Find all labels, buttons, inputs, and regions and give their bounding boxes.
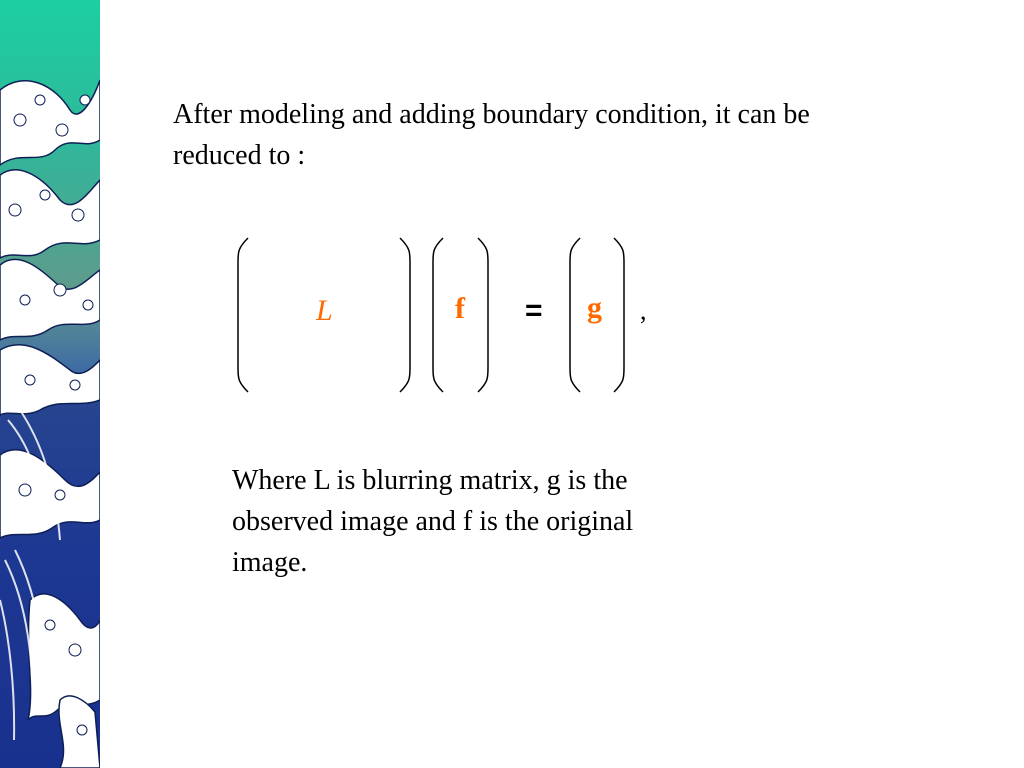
matrix-L-left-bracket	[238, 238, 248, 392]
explanation-line-2: observed image and f is the original	[232, 506, 634, 537]
explanation-line-1: Where L is blurring matrix, g is the	[232, 465, 628, 496]
vector-f-left-bracket	[433, 238, 443, 392]
vector-g-symbol: g	[587, 291, 602, 324]
vector-f-symbol: f	[455, 292, 465, 325]
intro-line-1: After modeling and adding boundary condition, it can be	[173, 99, 810, 130]
vector-g-right-bracket	[614, 238, 624, 392]
equation-comma: ,	[640, 296, 647, 325]
explanation-paragraph	[232, 460, 752, 583]
vector-f-right-bracket	[478, 238, 488, 392]
matrix-L-symbol: L	[316, 294, 333, 327]
equals-sign: =	[525, 294, 543, 327]
explanation-line-3: image.	[232, 547, 308, 578]
matrix-L-right-bracket	[400, 238, 410, 392]
intro-line-2: reduced to :	[173, 140, 306, 171]
vector-g-left-bracket	[570, 238, 580, 392]
